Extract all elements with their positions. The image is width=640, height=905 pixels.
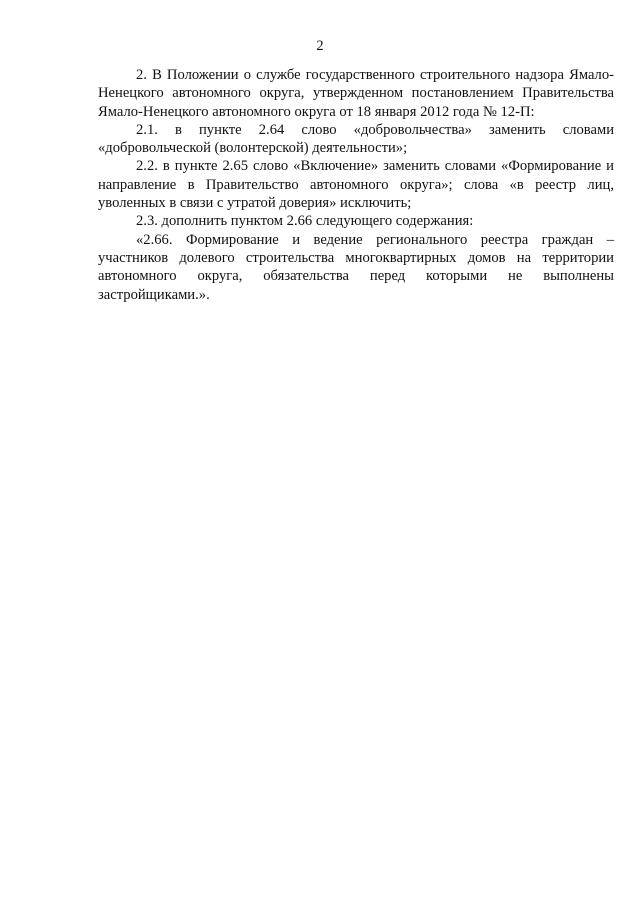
document-body xyxy=(98,66,614,304)
paragraph-2-66-quote: «2.66. Формирование и ведение регионального реестра граждан – участников долевого строительства многоквартирных домов на территории автономного округа, обязательства перед которыми не выполнены застройщиками.». xyxy=(98,231,614,303)
paragraph-2-2: 2.2. в пункте 2.65 слово «Включение» заменить словами «Формирование и направление в Правительство автономного округа»; слова «в реестр лиц, уволенных в связи с утратой доверия» исключить; xyxy=(98,158,614,212)
paragraph-2: 2. В Положении о службе государственного строительного надзора Ямало-Ненецкого автономного округа, утвержденном постановлением Правительства Ямало-Ненецкого автономного округа от 18 января 2012 года № 12-П: xyxy=(98,67,614,120)
page-number: 2 xyxy=(316,38,324,54)
paragraph-2-3: 2.3. дополнить пунктом 2.66 следующего содержания: xyxy=(136,213,474,230)
paragraph-2-1: 2.1. в пункте 2.64 слово «добровольчества» заменить словами «добровольческой (волонтерской) деятельности»; xyxy=(98,121,614,157)
